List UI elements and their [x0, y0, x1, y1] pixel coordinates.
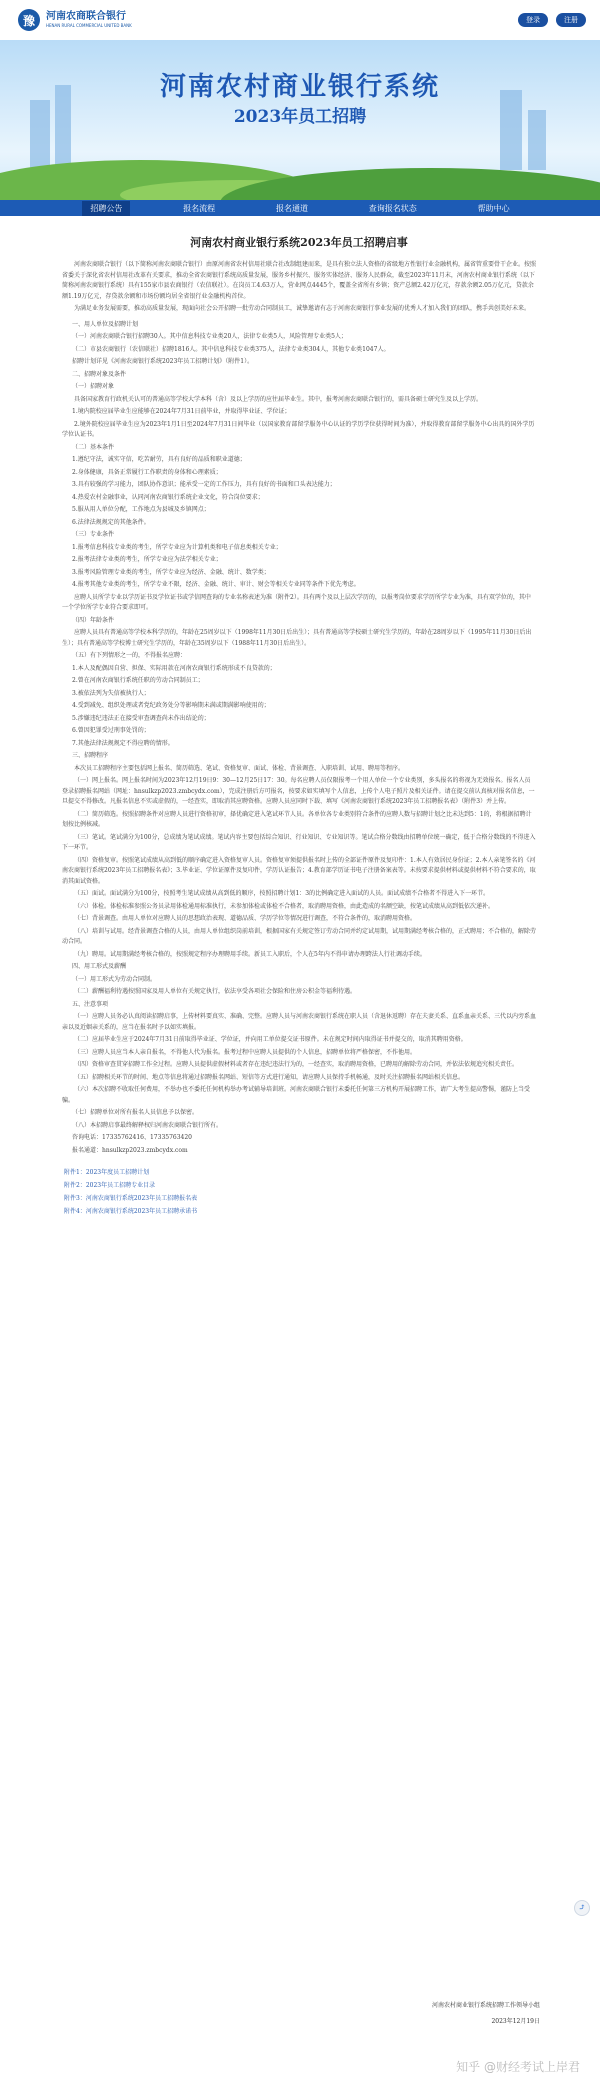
watermark-text: 知乎 @财经考试上岸君: [456, 2060, 580, 2074]
signature-date: 2023年12月19日: [491, 2018, 540, 2025]
list-item: （二）薪酬福利待遇按照国家及用人单位有关规定执行，依法享受各项社会保险和住房公积金等福利待遇。: [74, 988, 357, 995]
body-text: 具备国家教育行政机关认可的普通高等学校大学本科（含）及以上学历的应往届毕业生。其中，报考河南农商联合银行的，需具备硕士研究生及以上学历。: [74, 395, 483, 403]
plan-item: 招聘计划详见《河南农商银行系统2023年员工招聘计划》（附件1）。: [72, 358, 254, 365]
notice-item: （三）应聘人员应当本人亲自报名，不得他人代为报名。报考过程中应聘人员提供的个人信息，招聘单位将严格保密，不作他用。: [74, 1048, 417, 1056]
nav-help-center[interactable]: 帮助中心: [477, 203, 510, 213]
contact-phone: 咨询电话：17335762416、17335763420: [72, 1134, 192, 1141]
attachment-link[interactable]: 附件2：2023年员工招聘专业目录: [64, 1182, 156, 1189]
procedure-item: （一）网上报名。网上报名时间为2023年12月19日9：30—12月25日17：30。每名应聘人员仅限报考一个用人单位一个专业类别，多头报名的将视为无效报名。报名人员登录招聘报名网站（网址：hnsulkzp2023.zmbcydx.com），完成注册后方可报名，按要求如实填写个人信息，上传个人电子照片及相关证件。请在提交前认真核对报名信息，一旦提交不得修改。凡报名信息不实或虚假的，一经查实，即取消其应聘资格。应聘人员应同时下载、填写《河南农商银行系统2023年员工招聘报名表》（附件3）并上传。: [62, 777, 535, 805]
list-item: 3.报考风险管理专业类的考生，所学专业应为经济、金融、统计、数学类；: [72, 568, 270, 576]
list-item: 5.服从用人单位分配，工作地点为县城及乡镇网点；: [72, 506, 210, 513]
sub-heading: （二）基本条件: [72, 443, 115, 451]
bank-logo-icon: 豫: [18, 9, 40, 31]
notice-item: （七）招聘单位对所有报名人员信息予以保密。: [72, 1109, 199, 1116]
list-item: 2.境外院校应届毕业生应为2023年1月1日至2024年7月31日间毕业（以国家教育部留学服务中心认证的学历学位获得时间为准），并取得教育部留学服务中心出具的国外学历学位认证书。: [62, 420, 535, 438]
list-item: 3.具有较强的学习能力，团队协作意识；能承受一定的工作压力，具有良好的书面和口头表达能力；: [72, 481, 336, 488]
notice-item: （八）本招聘启事最终解释权归河南农商联合银行所有。: [72, 1121, 223, 1129]
section-heading: 三、招聘程序: [72, 752, 109, 759]
sub-heading: （四）年龄条件: [72, 616, 115, 624]
plan-item: （一）河南农商联合银行招聘30人。其中信息科技专业类20人，法律专业类5人，风险管理专业类5人；: [72, 333, 347, 340]
list-item: （一）用工形式为劳动合同制。: [72, 975, 157, 983]
logo-name-cn: 河南农商联合银行: [46, 11, 126, 22]
list-item: 6.法律法规规定的其他条件。: [72, 518, 150, 526]
sub-heading: （三）专业条件: [72, 531, 115, 538]
share-icon[interactable]: ⤴: [574, 1900, 590, 1916]
list-item: 2.报考法律专业类的考生，所学专业应为法学相关专业；: [72, 556, 222, 563]
list-item: 6.曾因犯罪受过刑事处罚的；: [72, 727, 150, 734]
register-button[interactable]: 注册: [556, 13, 586, 27]
procedure-item: （七）背景调查。由用人单位对应聘人员的思想政治表现、道德品质、学历学位等情况进行调查，不符合条件的，取消聘用资格。: [74, 915, 417, 922]
logo[interactable]: [18, 9, 132, 31]
banner-subtitle: 2023年员工招聘: [233, 107, 367, 127]
article-title: 河南农村商业银行系统2023年员工招聘启事: [190, 236, 408, 249]
contact-website: 报名通道：hnsulkzp2023.zmbcydx.com: [72, 1146, 188, 1154]
notice-item: （二）应届毕业生应于2024年7月31日前取得毕业证、学位证，并向用工单位提交证书原件。未在规定时间内取得证书并提交的，取消其聘用资格。: [74, 1036, 467, 1043]
banner-title: 河南农村商业银行系统: [159, 72, 440, 102]
section-heading: 五、注意事项: [72, 1000, 109, 1008]
list-item: 4.受到减免、组织处理或者党纪政务处分等影响期未满或期满影响使用的；: [72, 702, 270, 709]
hero-banner: [0, 40, 600, 200]
section-heading: 二、招聘对象及条件: [72, 370, 127, 378]
notice-item: （一）应聘人员务必认真阅读招聘启事，上传材料要真实、准确、完整。应聘人员与河南农商银行系统在职人员（含退休返聘）存在夫妻关系、直系血亲关系、三代以内旁系血亲以及近姻亲关系的，应当在报名时予以如实填报。: [62, 1013, 537, 1031]
section-heading: 四、用工形式及薪酬: [72, 963, 127, 970]
sub-heading: （五）有下列情形之一的，不得报名应聘：: [72, 652, 187, 659]
nav-recruitment-notice[interactable]: 招聘公告: [82, 201, 130, 216]
list-item: 1.报考信息科技专业类的考生，所学专业应为计算机类和电子信息类相关专业；: [72, 543, 282, 551]
list-item: 2.曾在河南农商银行系统任职的劳动合同制员工；: [72, 677, 204, 684]
procedure-item: （二）简历筛选。按照招聘条件对应聘人员进行资格初审，择优确定进入笔试环节人员。各单位各专业类别符合条件的应聘人数与招聘计划之比未达到5：1的，将根据招聘计划按比例核减。: [62, 810, 532, 828]
list-item: 1.遵纪守法，诚实守信，吃苦耐劳，具有良好的品质和职业道德；: [72, 456, 246, 463]
list-item: 4.热爱农村金融事业，认同河南农商银行系统企业文化，符合岗位要求；: [72, 493, 264, 501]
intro-paragraph: 河南农商联合银行（以下简称河南农商联合银行）由原河南省农村信用社联合社改制组建而来，是具有独立法人资格的省级地方性银行业金融机构，属省管重要骨干企业。按照省委关于深化省农村信用社改革有关要求，推动全省农商银行系统高质量发展，服务乡村振兴、服务实体经济、服务人民群众，截至2023年11月末，河南农村商业银行系统（以下简称河南农商银行系统）具有155家市县农商银行（农信联社）。在岗员工4.63万人，营业网点4445个，覆盖全省所有乡镇；资产总额2.42万亿元，存款余额2.05万亿元，贷款余额1.19万亿元，存贷款余额和市场份额均居全省银行业金融机构首位。: [62, 261, 537, 300]
procedure-item: （五）面试。面试满分为100分，按照考生笔试成绩从高到低的顺序，按照招聘计划1：3的比例确定进入面试的人员。面试成绩不合格者不得进入下一环节。: [74, 890, 490, 897]
intro-paragraph: 为满足业务发展需要，推动高质量发展，现面向社会公开招聘一批劳动合同制员工，诚挚邀请有志于河南农商银行事业发展的优秀人才加入我们的团队，携手共创美好未来。: [74, 305, 531, 312]
notice-item: （六）本次招聘不收取任何费用，不举办也不委托任何机构举办考试辅导培训班。河南农商联合银行未委托任何第三方机构开展招聘工作，请广大考生提高警惕，谨防上当受骗。: [62, 1086, 531, 1104]
attachment-link[interactable]: 附件1：2023年度员工招聘计划: [64, 1169, 150, 1176]
notice-item: （四）资格审查贯穿招聘工作全过程。应聘人员提供虚假材料或者存在违纪违法行为的，一经查实，取消聘用资格，已聘用的解除劳动合同，并依法依规追究相关责任。: [74, 1061, 519, 1068]
procedure-item: （九）聘用。试用期满经考核合格的，按照规定程序办理聘用手续。新员工入职后，个人在5年内不得申请办理跨法人行社调动手续。: [74, 950, 426, 958]
list-item: 5.涉嫌违纪违法正在接受审查调查尚未作出结论的；: [72, 714, 210, 722]
login-button[interactable]: 登录: [518, 13, 548, 27]
body-text: 应聘人员具有普通高等学校本科学历的，年龄在25周岁以下（1998年11月30日后出生）；具有普通高等学校硕士研究生学历的，年龄在28周岁以下（1995年11月30日后出生）；具有普通高等学校博士研究生学历的，年龄在35周岁以下（1988年11月30日后出生）。: [62, 629, 532, 647]
attachment-link[interactable]: 附件4：河南农商银行系统2023年员工招聘承诺书: [64, 1208, 198, 1215]
procedure-item: （三）笔试。笔试满分为100分，总成绩为笔试成绩。笔试内容主要包括综合知识、行业知识、专业知识等。笔试合格分数线由招聘单位统一确定，低于合格分数线的不得进入下一环节。: [62, 833, 536, 851]
list-item: 2.身体健康，具备正常履行工作职责的身体和心理素质；: [72, 468, 222, 476]
signature-org: 河南农村商业银行系统招聘工作领导小组: [431, 2002, 540, 2009]
section-heading: 一、用人单位及招聘计划: [72, 320, 139, 328]
sub-heading: （一）招聘对象: [72, 383, 115, 390]
main-nav: [0, 200, 600, 216]
logo-name-en: HENAN RURAL COMMERCIAL UNITED BANK: [46, 23, 132, 28]
attachment-link[interactable]: 附件3：河南农商银行系统2023年员工招聘报名表: [64, 1195, 198, 1202]
procedure-item: （四）资格复审。按照笔试成绩从高到低的顺序确定进入资格复审人员。资格复审须提供报名时上传的全部证件原件及复印件：1.本人有效居民身份证；2.本人亲笔签名的《河南农商银行系统2023年员工招聘报名表》；3.毕业证、学位证原件及复印件，学历认证报告；4.教育部学历证书电子注册备案表等。未按要求提供材料或提供材料不符合要求的，取消其面试资格。: [62, 856, 536, 885]
plan-item: （二）市县农商银行（农信联社）招聘1816人。其中信息科技专业类375人，法律专业类304人，其他专业类1047人。: [72, 345, 390, 353]
procedure-item: （六）体检。体检标准参照公务员录用体检通用标准执行，未参加体检或体检不合格者，取消聘用资格，由此造成的名额空缺，按笔试成绩从高到低依次递补。: [74, 902, 495, 910]
nav-status-query[interactable]: 查询报名状态: [368, 203, 417, 213]
procedure-item: （八）培训与试用。经背景调查合格的人员，由用人单位组织岗前培训，根据国家有关规定签订劳动合同并约定试用期，试用期满经考核合格的，正式聘用；不合格的，解除劳动合同。: [62, 927, 537, 945]
body-text: 本次员工招聘程序主要包括网上报名、简历筛选、笔试、资格复审、面试、体检、背景调查、入职培训、试用、聘用等程序。: [74, 764, 405, 772]
footer: [0, 2050, 600, 2094]
nav-registration-channel[interactable]: 报名通道: [275, 203, 308, 213]
body-text: 应聘人员所学专业以学历证书及学位证书或学信网查询的专业名称表述为准（附件2）。具有两个及以上层次学历的，以报考岗位要求学历所学专业为准，具有双学位的，其中一个学位所学专业符合要求即可。: [62, 593, 531, 611]
list-item: 7.其他法律法规规定不得应聘的情形。: [72, 739, 174, 747]
top-bar: [0, 0, 600, 40]
list-item: 1.本人及配偶因自营、担保、实际用款在河南农商银行系统形成不良贷款的；: [72, 664, 276, 672]
nav-registration-process[interactable]: 报名流程: [183, 203, 216, 213]
list-item: 1.境内院校应届毕业生应能够在2024年7月31日前毕业，并取得毕业证、学位证；: [72, 408, 291, 415]
notice-item: （五）招聘相关环节的时间、地点等信息将通过招聘报名网站、短信等方式进行通知，请应聘人员保持手机畅通，及时关注招聘报名网站相关信息。: [74, 1073, 465, 1081]
list-item: 4.报考其他专业类的考生，所学专业不限，经济、金融、统计、审计、财会等相关专业同等条件下优先考虑。: [72, 581, 360, 588]
article: [62, 228, 536, 1218]
list-item: 3.被依法列为失信被执行人；: [72, 689, 150, 697]
